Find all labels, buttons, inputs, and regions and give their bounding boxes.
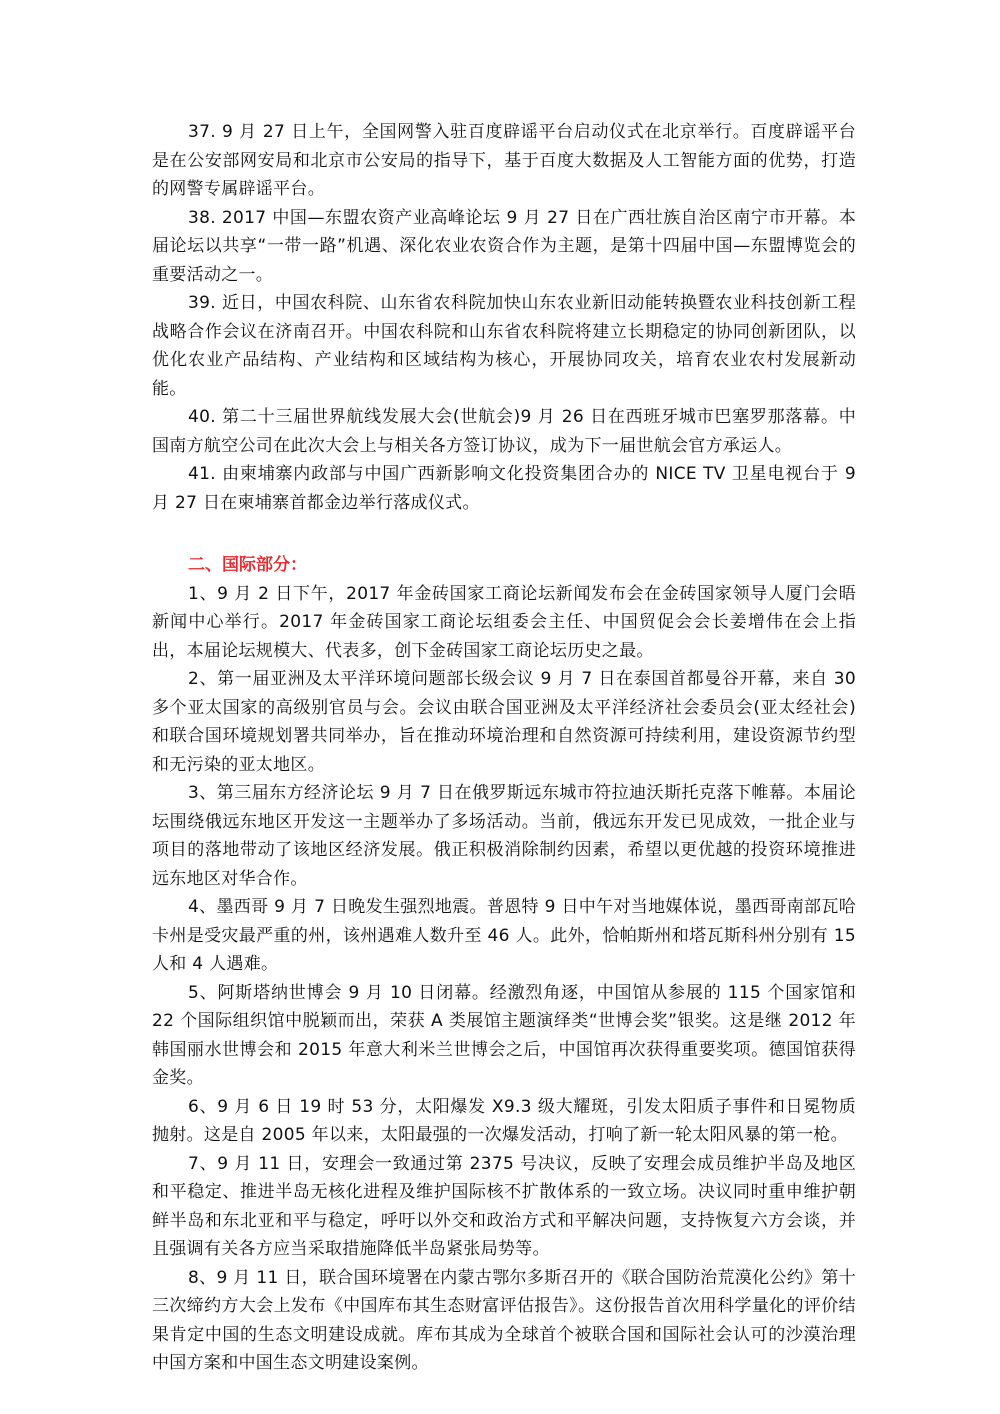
- news-item-41: 41. 由柬埔寨内政部与中国广西新影响文化投资集团合办的 NICE TV 卫星电视台于 9 月 27 日在柬埔寨首都金边举行落成仪式。: [152, 464, 856, 513]
- section-heading-international: 二、国际部分：: [188, 555, 307, 575]
- intl-item-7: 7、9 月 11 日，安理会一致通过第 2375 号决议，反映了安理会成员维护半岛及地区和平稳定、推进半岛无核化进程及维护国际核不扩散体系的一致立场。决议同时重申维护朝鲜半岛和东北亚和平与稳定，呼吁以外交和政治方式和平解决问题，支持恢复六方会谈，并且强调有关各方应当采取措施降低半岛紧张局势等。: [152, 1153, 856, 1259]
- intl-item-2: 2、第一届亚洲及太平洋环境问题部长级会议 9 月 7 日在泰国首都曼谷开幕，来自 30 多个亚太国家的高级别官员与会。会议由联合国亚洲及太平洋经济社会委员会(亚太经社会)和联合国环境规划署共同举办，旨在推动环境治理和自然资源可持续利用，建设资源节约型和无污染的亚太地区。: [152, 669, 856, 775]
- news-item-40: 40. 第二十三届世界航线发展大会(世航会)9 月 26 日在西班牙城市巴塞罗那落幕。中国南方航空公司在此次大会上与相关各方签订协议，成为下一届世航会官方承运人。: [152, 407, 856, 456]
- news-item-38: 38. 2017 中国—东盟农资产业高峰论坛 9 月 27 日在广西壮族自治区南宁市开幕。本届论坛以共享“一带一路”机遇、深化农业农资合作为主题，是第十四届中国—东盟博览会的重要活动之一。: [152, 207, 856, 285]
- intl-item-3: 3、第三届东方经济论坛 9 月 7 日在俄罗斯远东城市符拉迪沃斯托克落下帷幕。本届论坛围绕俄远东地区开发这一主题举办了多场活动。当前，俄远东开发已见成效，一批企业与项目的落地带动了该地区经济发展。俄正积极消除制约因素，希望以更优越的投资环境推进远东地区对华合作。: [152, 783, 856, 889]
- news-item-39: 39. 近日，中国农科院、山东省农科院加快山东农业新旧动能转换暨农业科技创新工程战略合作会议在济南召开。中国农科院和山东省农科院将建立长期稳定的协同创新团队，以优化农业产品结构、产业结构和区域结构为核心，开展协同攻关，培育农业农村发展新动能。: [152, 293, 856, 399]
- intl-item-1: 1、9 月 2 日下午，2017 年金砖国家工商论坛新闻发布会在金砖国家领导人厦门会晤新闻中心举行。2017 年金砖国家工商论坛组委会主任、中国贸促会会长姜增伟在会上指出，本届论坛规模大、代表多，创下金砖国家工商论坛历史之最。: [152, 583, 856, 661]
- intl-item-8: 8、9 月 11 日，联合国环境署在内蒙古鄂尔多斯召开的《联合国防治荒漠化公约》第十三次缔约方大会上发布《中国库布其生态财富评估报告》。这份报告首次用科学量化的评价结果肯定中国的生态文明建设成就。库布其成为全球首个被联合国和国际社会认可的沙漠治理中国方案和中国生态文明建设案例。: [152, 1267, 856, 1373]
- document-page: [152, 118, 856, 1378]
- section-spacer: [152, 517, 856, 551]
- intl-item-6: 6、9 月 6 日 19 时 53 分，太阳爆发 X9.3 级大耀斑，引发太阳质子事件和日冕物质抛射。这是自 2005 年以来，太阳最强的一次爆发活动，打响了新一轮太阳风暴的第一枪。: [152, 1096, 856, 1145]
- news-item-37: 37. 9 月 27 日上午，全国网警入驻百度辟谣平台启动仪式在北京举行。百度辟谣平台是在公安部网安局和北京市公安局的指导下，基于百度大数据及人工智能方面的优势，打造的网警专属辟谣平台。: [152, 122, 856, 199]
- intl-item-5: 5、阿斯塔纳世博会 9 月 10 日闭幕。经激烈角逐，中国馆从参展的 115 个国家馆和 22 个国际组织馆中脱颖而出，荣获 A 类展馆主题演绎类“世博会奖”银奖。这是继 2012 年韩国丽水世博会和 2015 年意大利米兰世博会之后，中国馆再次获得重要奖项。德国馆获得金奖。: [152, 982, 856, 1088]
- intl-item-4: 4、墨西哥 9 月 7 日晚发生强烈地震。普恩特 9 日中午对当地媒体说，墨西哥南部瓦哈卡州是受灾最严重的州，该州遇难人数升至 46 人。此外，恰帕斯州和塔瓦斯科州分别有 15 人和 4 人遇难。: [152, 897, 856, 974]
